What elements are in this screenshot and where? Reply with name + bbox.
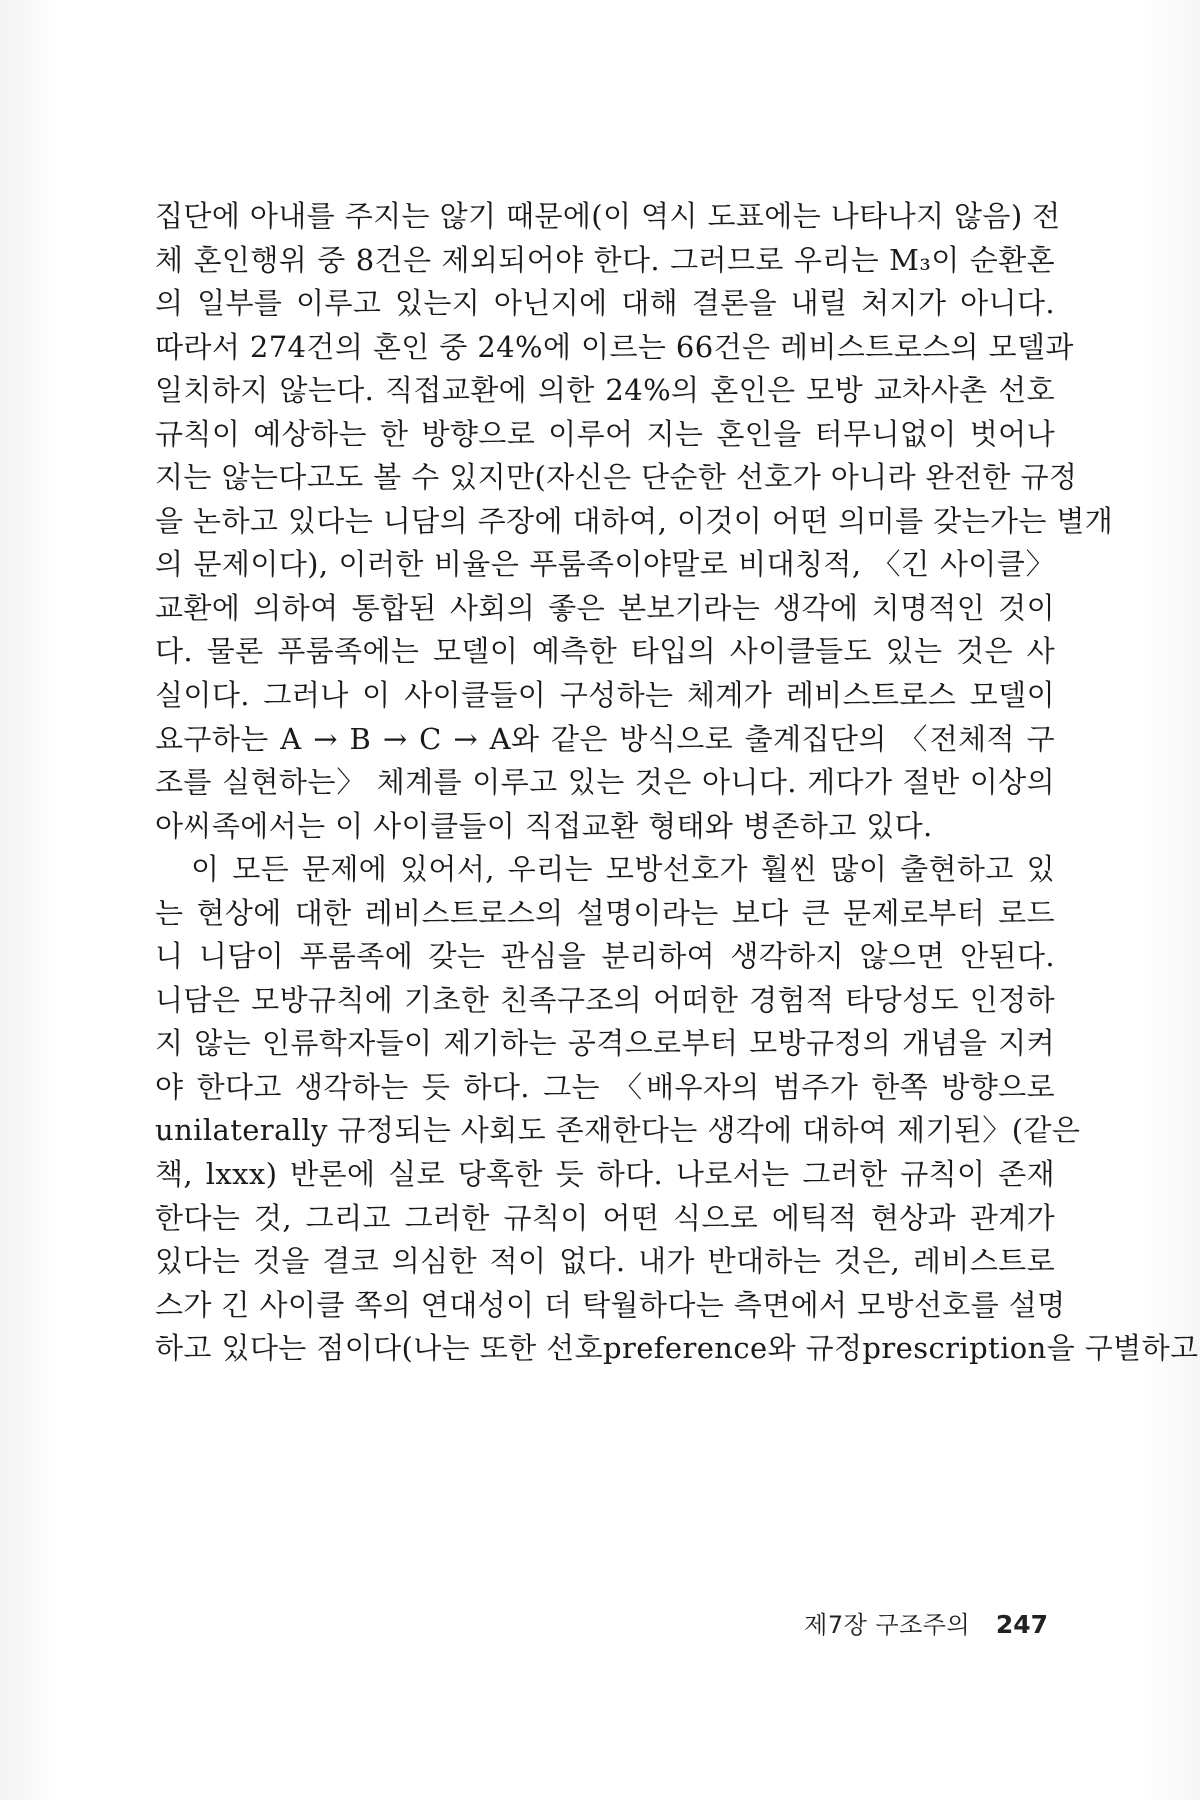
paragraph-start-line: 이 모든 문제에 있어서, 우리는 모방선호가 훨씬 많이 출현하고 있 xyxy=(191,852,1055,887)
text-line: 요구하는 A → B → C → A와 같은 방식으로 출계집단의 〈전체적 구 xyxy=(155,721,1055,756)
text-line: 실이다. 그러나 이 사이클들이 구성하는 체계가 레비스트로스 모델이 xyxy=(155,678,1055,713)
text-line: 있다는 것을 결코 의심한 적이 없다. 내가 반대하는 것은, 레비스트로 xyxy=(155,1244,1055,1279)
text-line: 야 한다고 생각하는 듯 하다. 그는 〈배우자의 범주가 한쪽 방향으로 xyxy=(155,1069,1055,1104)
text-line: 의 문제이다), 이러한 비율은 푸룸족이야말로 비대칭적, 〈긴 사이클〉 xyxy=(155,547,1055,582)
body-text xyxy=(155,195,1199,1371)
text-line: 조를 실현하는〉 체계를 이루고 있는 것은 아니다. 게다가 절반 이상의 xyxy=(155,765,1055,800)
page-number: 247 xyxy=(995,1610,1048,1639)
text-line: 하고 있다는 점이다(나는 또한 선호preference와 규정prescription을 구별하고 xyxy=(155,1331,1199,1366)
text-line: 한다는 것, 그리고 그러한 규칙이 어떤 식으로 에틱적 현상과 관계가 xyxy=(155,1200,1055,1235)
text-line: 지는 않는다고도 볼 수 있지만(자신은 단순한 선호가 아니라 완전한 규정 xyxy=(155,460,1078,495)
page-footer xyxy=(804,1605,1048,1640)
text-line: 아씨족에서는 이 사이클들이 직접교환 형태와 병존하고 있다. xyxy=(155,808,933,843)
text-line: 는 현상에 대한 레비스트로스의 설명이라는 보다 큰 문제로부터 로드 xyxy=(155,895,1055,930)
text-line: 교환에 의하여 통합된 사회의 좋은 본보기라는 생각에 치명적인 것이 xyxy=(155,590,1055,625)
text-line: 을 논하고 있다는 니담의 주장에 대하여, 이것이 어떤 의미를 갖는가는 별개 xyxy=(155,503,1114,538)
text-line: 스가 긴 사이클 쪽의 연대성이 더 탁월하다는 측면에서 모방선호를 설명 xyxy=(155,1287,1066,1322)
text-line: 책, lxxx) 반론에 실로 당혹한 듯 하다. 나로서는 그러한 규칙이 존재 xyxy=(155,1157,1055,1192)
text-line: 집단에 아내를 주지는 않기 때문에(이 역시 도표에는 나타나지 않음) 전 xyxy=(155,199,1061,233)
text-line: 일치하지 않는다. 직접교환에 의한 24%의 혼인은 모방 교차사촌 선호 xyxy=(155,373,1055,408)
text-line: 체 혼인행위 중 8건은 제외되어야 한다. 그러므로 우리는 M₃이 순환혼 xyxy=(155,242,1055,277)
text-line: 니 니담이 푸룸족에 갖는 관심을 분리하여 생각하지 않으면 안된다. xyxy=(155,939,1055,974)
text-line: 규칙이 예상하는 한 방향으로 이루어 지는 혼인을 터무니없이 벗어나 xyxy=(155,416,1055,451)
text-line: 따라서 274건의 혼인 중 24%에 이르는 66건은 레비스트로스의 모델과 xyxy=(155,329,1074,364)
text-line: unilaterally 규정되는 사회도 존재한다는 생각에 대하여 제기된〉(같은 xyxy=(155,1113,1081,1148)
chapter-title: 제7장 구조주의 xyxy=(804,1611,971,1639)
text-line: 지 않는 인류학자들이 제기하는 공격으로부터 모방규정의 개념을 지켜 xyxy=(155,1026,1055,1061)
text-line: 다. 물론 푸룸족에는 모델이 예측한 타입의 사이클들도 있는 것은 사 xyxy=(155,634,1055,669)
text-line: 니담은 모방규칙에 기초한 친족구조의 어떠한 경험적 타당성도 인정하 xyxy=(155,982,1055,1017)
text-line: 의 일부를 이루고 있는지 아닌지에 대해 결론을 내릴 처지가 아니다. xyxy=(155,286,1055,321)
